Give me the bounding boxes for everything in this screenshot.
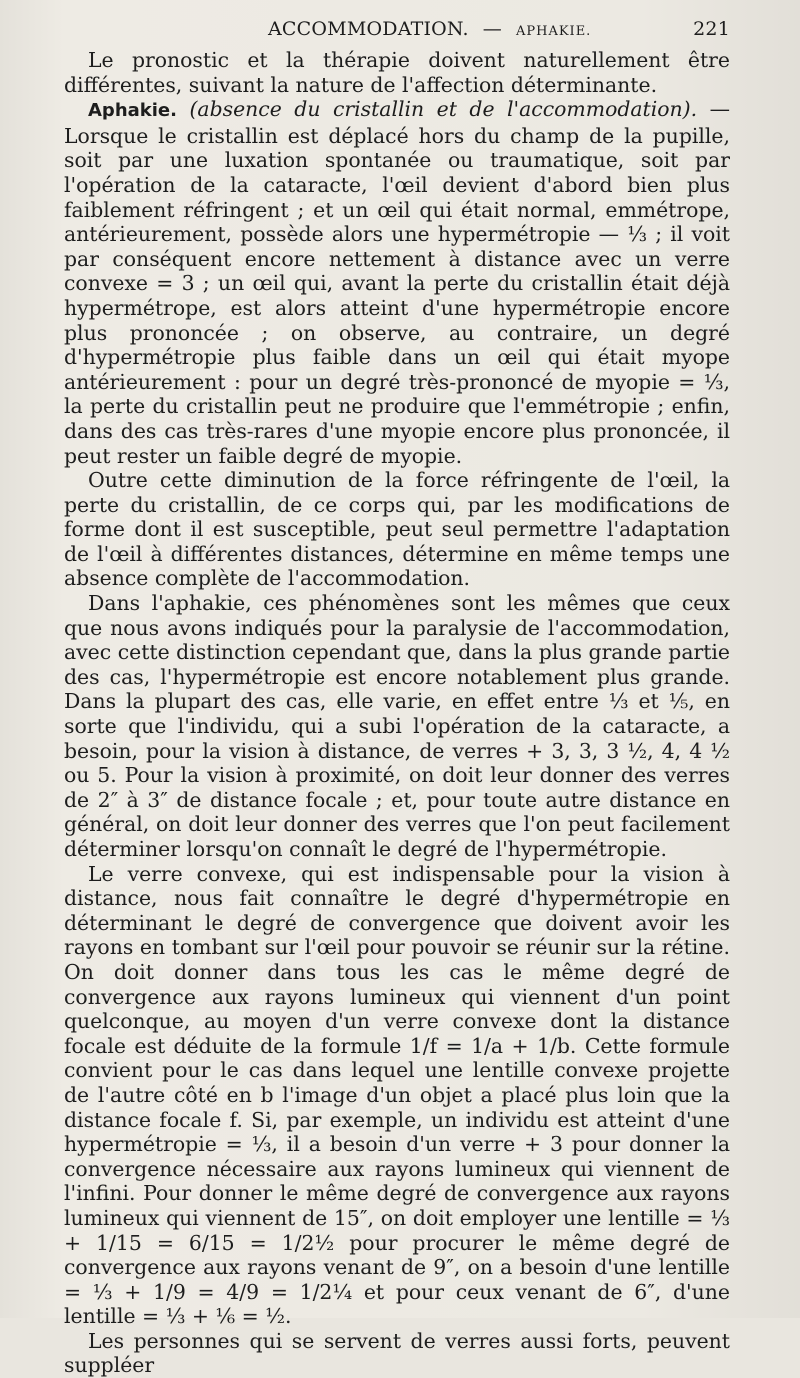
paragraph-refraction: Outre cette diminution de la force réfringente de l'œil, la perte du cristallin, de ce corps qui, par les modifications de forme dont il est susceptible, peut seul permettre l'adaptation de l'œil à différentes distances, détermine en même temps une absence complète de l'accommodation. [64, 468, 730, 591]
paragraph-convex-lens: Le verre convexe, qui est indispensable pour la vision à distance, nous fait connaître le degré d'hypermétropie en déterminant le degré de convergence que doivent avoir les rayons en tombant sur l'œil pour pouvoir se réunir sur la rétine. On doit donner dans tous les cas le même degré de convergence aux rayons lumineux qui viennent d'un point quelconque, au moyen d'un verre convexe dont la distance focale est déduite de la formule 1/f = 1/a + 1/b. Cette formule convient pour le cas dans lequel une lentille convexe projette de l'autre côté en b l'image d'un objet a placé plus loin que la distance focale f. Si, par exemple, un individu est atteint d'une hypermétropie = ⅓, il a besoin d'un verre + 3 pour donner la convergence nécessaire aux rayons lumineux qui viennent de l'infini. Pour donner le même degré de convergence aux rayons lumineux qui viennent de 15″, on doit employer une lentille = ⅓ + 1/15 = 6/15 = 1/2½ pour procurer le même degré de convergence aux rayons venant de 9″, on a besoin d'une lentille = ⅓ + 1/9 = 4/9 = 1/2¼ et pour ceux venant de 6″, d'une lentille = ⅓ + ⅙ = ½. [64, 861, 730, 1329]
section-gloss: (absence du cristallin et de l'accommodation). [189, 97, 698, 122]
running-head-title: ACCOMMODATION. [268, 18, 469, 40]
paragraph-strong-lenses: Les personnes qui se servent de verres aussi forts, peuvent suppléer [64, 1328, 730, 1378]
running-head-subtitle: APHAKIE. [515, 24, 592, 39]
paragraph-aphakie [64, 97, 730, 468]
running-head [64, 18, 730, 40]
paragraph-distinction: Dans l'aphakie, ces phénomènes sont les mêmes que ceux que nous avons indiqués pour la paralysie de l'accommodation, avec cette distinction cependant que, dans la plus grande partie des cas, l'hypermétropie est encore notablement plus grande. Dans la plupart des cas, elle varie, en effet entre ⅓ et ⅕, en sorte que l'individu, qui a subi l'opération de la cataracte, a besoin, pour la vision à distance, de verres + 3, 3, 3 ½, 4, 4 ½ ou 5. Pour la vision à proximité, on doit leur donner des verres de 2″ à 3″ de distance focale ; et, pour toute autre distance en général, on doit leur donner des verres que l'on peut facilement déterminer lorsqu'on connaît le degré de l'hypermétropie. [64, 591, 730, 861]
page-number: 221 [693, 18, 730, 40]
paragraph-prognosis: Le pronostic et la thérapie doivent naturellement être différentes, suivant la nature de l'affection déterminante. [64, 48, 730, 97]
section-term: Aphakie. [88, 100, 177, 122]
running-head-separator: — [482, 18, 502, 40]
body-text [64, 48, 730, 1378]
paragraph-aphakie-text: — Lorsque le cristallin est déplacé hors du champ de la pupille, soit par une luxation spontanée ou traumatique, soit par l'opération de la cataracte, l'œil devient d'abord bien plus faiblement réfringent ; et un œil qui était normal, emmétrope, antérieurement, possède alors une hypermétropie — ⅓ ; il voit par conséquent encore nettement à distance avec un verre convexe = 3 ; un œil qui, avant la perte du cristallin était déjà hypermétrope, est alors atteint d'une hypermétropie encore plus prononcée ; on observe, au contraire, un degré d'hypermétropie plus faible dans un œil qui était myope antérieurement : pour un degré très-prononcé de myopie = ⅓, la perte du cristallin peut ne produire que l'emmétropie ; enfin, dans des cas très-rares d'une myopie encore plus prononcée, il peut rester un faible degré de myopie. [64, 97, 731, 468]
